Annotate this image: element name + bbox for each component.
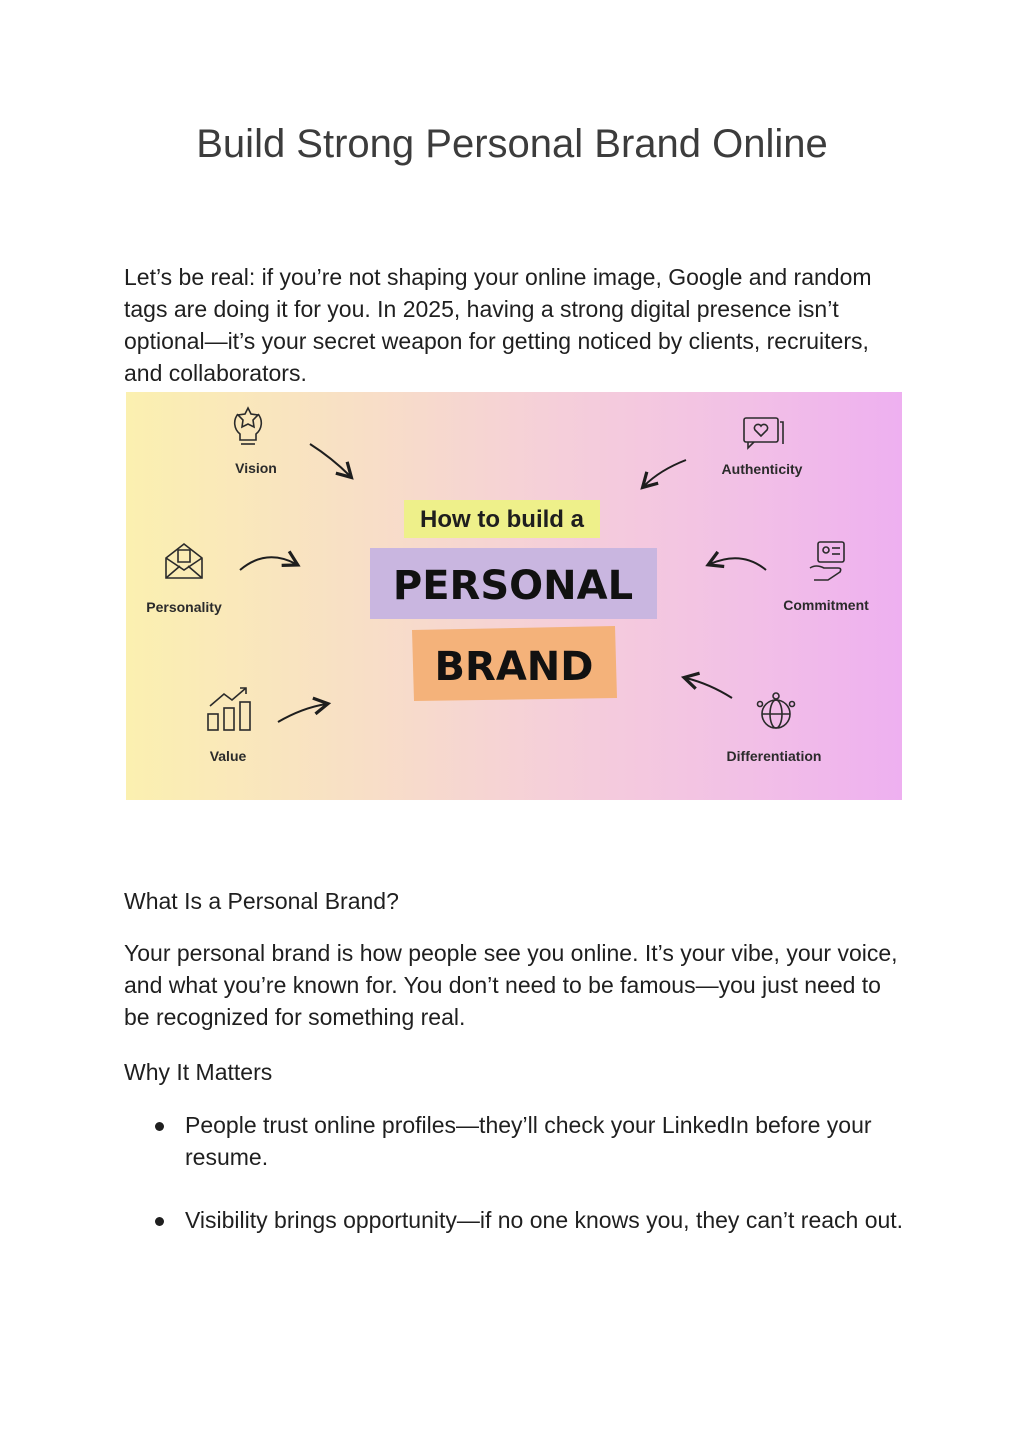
envelope-icon bbox=[166, 544, 202, 578]
arrow-differentiation bbox=[686, 678, 732, 698]
bullet-text: People trust online profiles—they’ll check your LinkedIn before your resume. bbox=[185, 1112, 872, 1170]
arrow-authenticity bbox=[644, 460, 686, 486]
label-commitment: Commitment bbox=[783, 597, 869, 613]
hand-card-icon bbox=[810, 542, 844, 580]
section-heading-personal-brand: What Is a Personal Brand? bbox=[124, 888, 399, 914]
heading-small-text: How to build a bbox=[420, 506, 584, 533]
label-authenticity: Authenticity bbox=[721, 461, 803, 477]
heading-brand-text: BRAND bbox=[434, 644, 594, 690]
bullet-dot-icon bbox=[155, 1122, 164, 1131]
label-vision: Vision bbox=[235, 460, 277, 476]
section-heading-why-it-matters: Why It Matters bbox=[124, 1059, 273, 1085]
bullet-list-2 bbox=[124, 1204, 904, 1236]
growth-chart-icon bbox=[208, 688, 250, 730]
arrow-value bbox=[278, 704, 326, 722]
heart-chat-icon bbox=[744, 418, 783, 448]
banner-illustration bbox=[126, 392, 902, 800]
bullet-text: Visibility brings opportunity—if no one knows you, they can’t reach out. bbox=[185, 1207, 904, 1233]
document-title: Build Strong Personal Brand Online bbox=[196, 122, 828, 166]
list-item bbox=[124, 1109, 904, 1173]
bullet-list bbox=[124, 1109, 904, 1173]
label-differentiation: Differentiation bbox=[726, 748, 822, 764]
personal-brand-paragraph: Your personal brand is how people see you online. It’s your vibe, your voice, and what you’re known for. You don’t need to be famous—you just need to be recognized for something real. bbox=[124, 940, 898, 1030]
heading-chip-small bbox=[404, 500, 600, 538]
heading-chip-brand bbox=[412, 626, 617, 701]
bullet-dot-icon bbox=[155, 1217, 164, 1226]
heading-personal-text: PERSONAL bbox=[392, 563, 634, 609]
list-item bbox=[124, 1204, 904, 1236]
label-personality: Personality bbox=[146, 599, 222, 615]
heading-chip-personal bbox=[370, 548, 657, 619]
arrow-commitment bbox=[710, 558, 766, 570]
intro-paragraph: Let’s be real: if you’re not shaping your online image, Google and random tags are doing it for you. In 2025, having a strong digital presence isn’t optional—it’s your secret weapon for getting noticed by clients, recruiters, and collaborators. bbox=[124, 264, 872, 386]
arrow-personality bbox=[240, 557, 296, 570]
arrow-vision bbox=[310, 444, 350, 476]
lightbulb-icon bbox=[235, 408, 262, 444]
label-value: Value bbox=[209, 748, 247, 764]
personal-brand-banner bbox=[126, 392, 902, 800]
globe-network-icon bbox=[758, 693, 795, 728]
